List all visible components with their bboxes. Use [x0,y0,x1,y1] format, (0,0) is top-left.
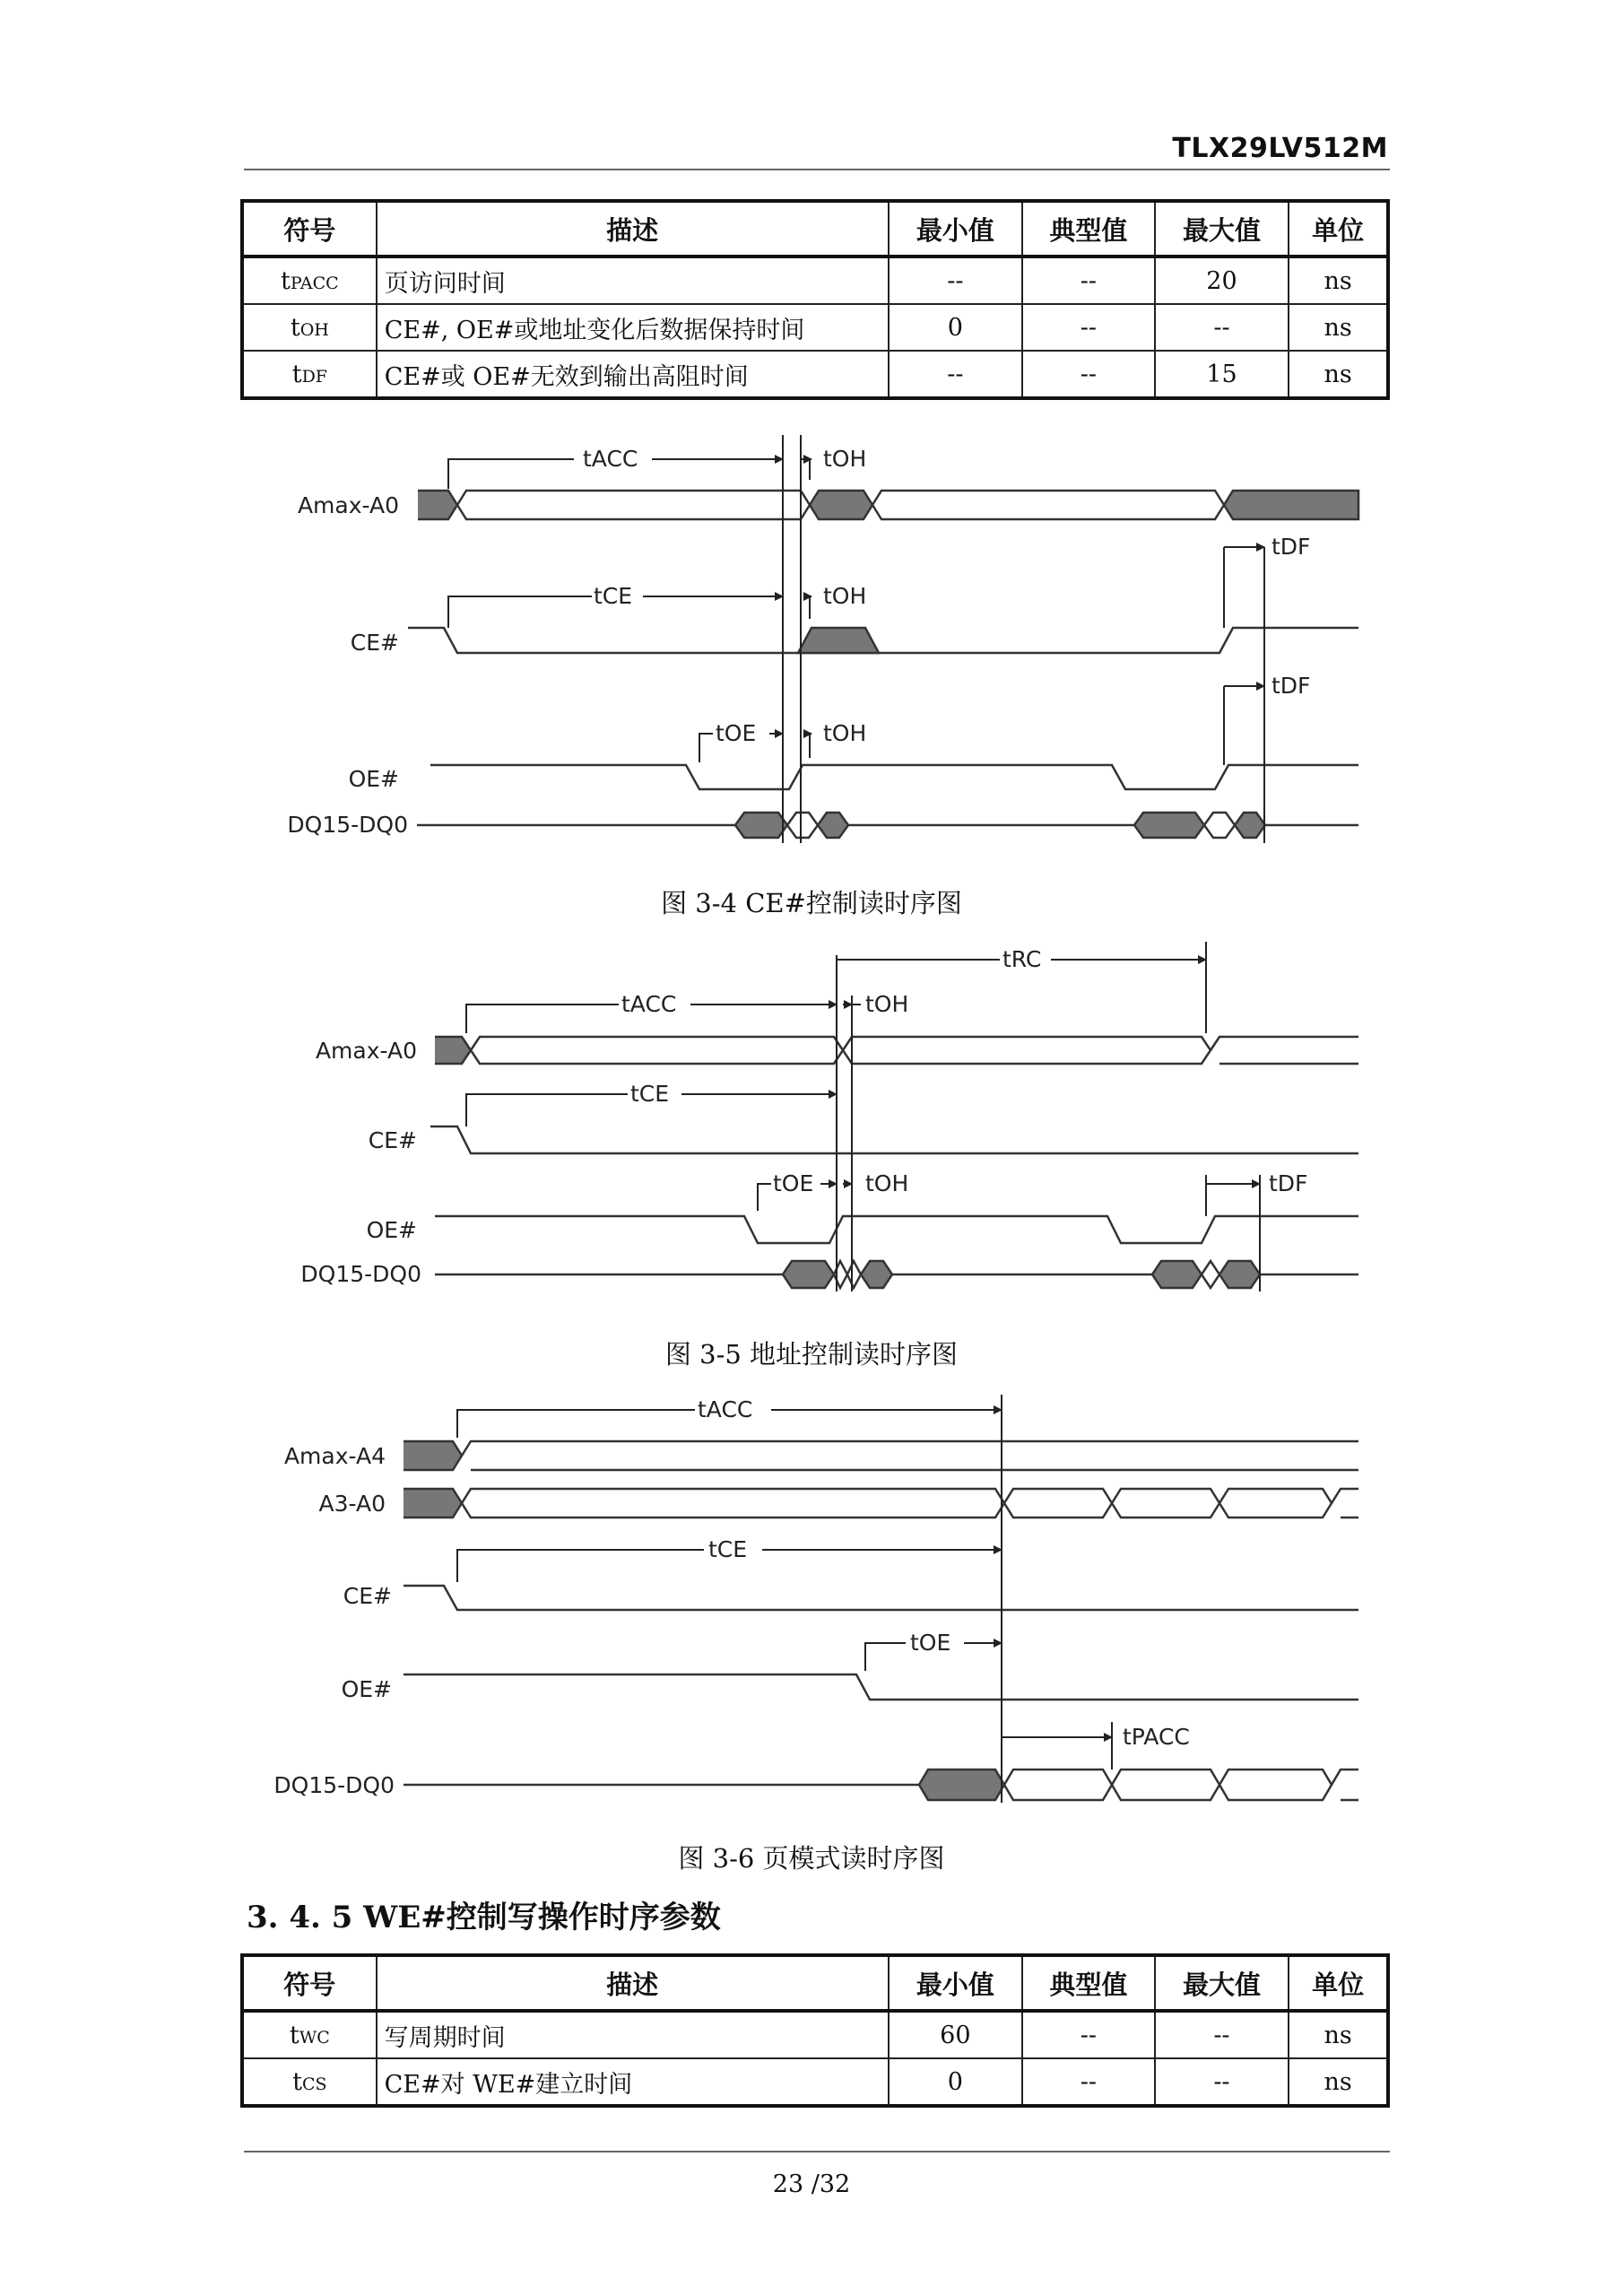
timing-label-tdf: tDF [1269,1170,1308,1196]
document-title: TLX29LV512M [1172,133,1388,164]
timing-label-tce: tCE [594,583,633,609]
header-rule [244,169,1390,170]
col-header-min: 最小值 [889,201,1023,257]
figure-caption: 图 3-6 页模式读时序图 [678,1843,945,1874]
section-heading: 3. 4. 5 WE#控制写操作时序参数 [247,1900,721,1935]
table-row [242,2011,1388,2058]
figure-caption: 图 3-4 CE#控制读时序图 [661,888,962,918]
timing-label-tacc: tACC [621,991,677,1017]
timing-label-tce: tCE [630,1081,670,1107]
figure-caption: 图 3-5 地址控制读时序图 [664,1339,959,1370]
param-symbol: tCS [242,2058,377,2106]
param-unit: ns [1289,257,1388,304]
param-description: CE#, OE#或地址变化后数据保持时间 [377,304,889,351]
col-header-description: 描述 [377,201,889,257]
col-header-max: 最大值 [1155,201,1289,257]
param-min: 0 [889,304,1023,351]
timing-label-tpacc: tPACC [1123,1724,1190,1750]
param-max: 20 [1155,257,1289,304]
timing-table-1 [240,199,1390,400]
signal-label: CE# [343,1583,392,1609]
param-typ: -- [1022,2011,1155,2058]
table-header-row [242,201,1388,257]
timing-label-toh: tOH [865,1170,909,1196]
param-unit: ns [1289,304,1388,351]
param-description: CE#或 OE#无效到输出高阻时间 [377,351,889,398]
signal-label: DQ15-DQ0 [287,812,408,838]
param-typ: -- [1022,257,1155,304]
param-max: 15 [1155,351,1289,398]
timing-label-toh: tOH [823,583,867,609]
col-header-symbol: 符号 [242,201,377,257]
col-header-typ: 典型值 [1022,1955,1155,2011]
timing-label-toe: tOE [773,1170,814,1196]
signal-label: A3-A0 [318,1491,386,1517]
param-description: 写周期时间 [377,2011,889,2058]
timing-label-toh: tOH [823,720,867,746]
signal-label: Amax-A0 [297,492,399,518]
param-typ: -- [1022,351,1155,398]
table-row [242,304,1388,351]
timing-label-tacc: tACC [583,446,638,472]
col-header-unit: 单位 [1289,201,1388,257]
col-header-unit: 单位 [1289,1955,1388,2011]
param-typ: -- [1022,304,1155,351]
signal-label: CE# [368,1127,417,1153]
timing-label-toh: tOH [865,991,909,1017]
param-min: -- [889,257,1023,304]
signal-label: Amax-A4 [283,1443,386,1469]
col-header-typ: 典型值 [1022,201,1155,257]
table-header-row [242,1955,1388,2011]
param-max: -- [1155,2011,1289,2058]
timing-label-trc: tRC [1002,946,1042,972]
param-max: -- [1155,2058,1289,2106]
address-controlled-read-timing-diagram [0,933,1623,1318]
param-symbol: tDF [242,351,377,398]
signal-label: CE# [350,630,399,656]
timing-label-toe: tOE [910,1630,951,1656]
param-max: -- [1155,304,1289,351]
param-description: 页访问时间 [377,257,889,304]
param-symbol: tOH [242,304,377,351]
page-mode-read-timing-diagram [0,1381,1623,1812]
param-min: 60 [889,2011,1023,2058]
param-min: 0 [889,2058,1023,2106]
signal-label: OE# [348,766,399,792]
param-symbol: tWC [242,2011,377,2058]
param-description: CE#对 WE#建立时间 [377,2058,889,2106]
param-unit: ns [1289,351,1388,398]
timing-label-tce: tCE [708,1536,748,1562]
col-header-max: 最大值 [1155,1955,1289,2011]
param-min: -- [889,351,1023,398]
timing-label-tacc: tACC [698,1396,753,1422]
timing-label-tdf: tDF [1271,534,1311,560]
footer-rule [244,2151,1390,2152]
table-row [242,351,1388,398]
param-typ: -- [1022,2058,1155,2106]
ce-controlled-read-timing-diagram [0,422,1623,870]
param-unit: ns [1289,2058,1388,2106]
col-header-symbol: 符号 [242,1955,377,2011]
signal-label: DQ15-DQ0 [273,1772,395,1798]
timing-label-toe: tOE [716,720,757,746]
col-header-description: 描述 [377,1955,889,2011]
signal-label: DQ15-DQ0 [300,1261,421,1287]
param-symbol: tPACC [242,257,377,304]
param-unit: ns [1289,2011,1388,2058]
signal-label: OE# [366,1217,417,1243]
col-header-min: 最小值 [889,1955,1023,2011]
timing-label-toh: tOH [823,446,867,472]
table-row [242,2058,1388,2106]
page-number: 23 /32 [772,2170,851,2198]
table-row [242,257,1388,304]
timing-label-tdf: tDF [1271,673,1311,699]
signal-label: OE# [341,1676,392,1702]
timing-table-2 [240,1953,1390,2108]
signal-label: Amax-A0 [315,1038,417,1064]
